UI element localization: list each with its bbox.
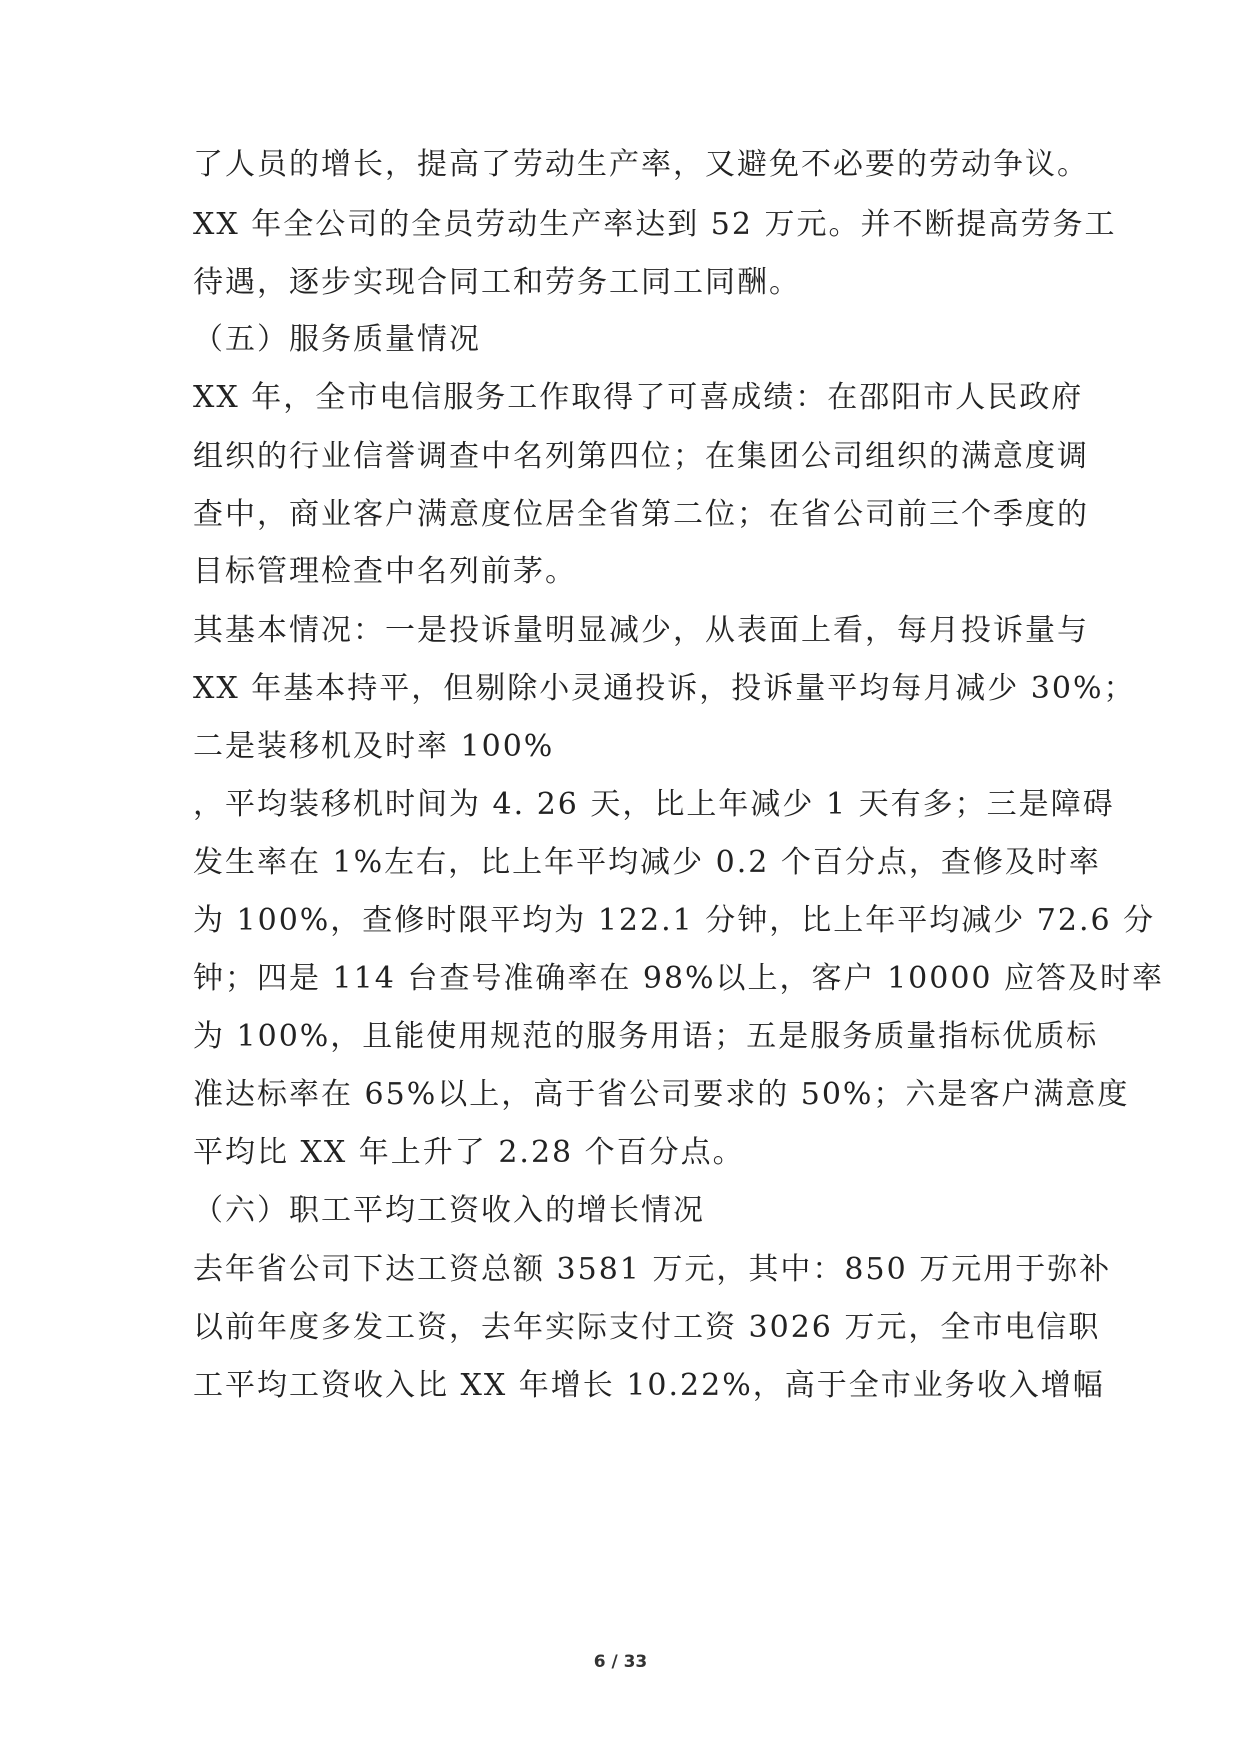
text-line: 工平均工资收入比 XX 年增长 10.22%，高于全市业务收入增幅	[193, 1368, 1105, 1403]
page-number: 6 / 33	[593, 1652, 648, 1672]
text-line: 平均比 XX 年上升了 2.28 个百分点。	[193, 1135, 745, 1170]
text-line: 发生率在 1%左右，比上年平均减少 0.2 个百分点，查修及时率	[193, 845, 1101, 880]
text-line: 其基本情况：一是投诉量明显减少，从表面上看，每月投诉量与	[193, 613, 1089, 648]
section-heading: （六）职工平均工资收入的增长情况	[193, 1193, 705, 1228]
text-line: 组织的行业信誉调查中名列第四位；在集团公司组织的满意度调	[193, 439, 1089, 474]
text-line: 查中，商业客户满意度位居全省第二位；在省公司前三个季度的	[193, 497, 1089, 532]
text-line: 以前年度多发工资，去年实际支付工资 3026 万元，全市电信职	[193, 1310, 1101, 1345]
text-line: ，平均装移机时间为 4. 26 天，比上年减少 1 天有多；三是障碍	[193, 787, 1115, 822]
text-line: 为 100%，查修时限平均为 122.1 分钟，比上年平均减少 72.6 分	[193, 903, 1156, 938]
text-line: 准达标率在 65%以上，高于省公司要求的 50%；六是客户满意度	[193, 1077, 1130, 1112]
text-line: 了人员的增长，提高了劳动生产率，又避免不必要的劳动争议。	[193, 147, 1089, 182]
text-line: 目标管理检查中名列前茅。	[193, 554, 577, 589]
text-line: 为 100%，且能使用规范的服务用语；五是服务质量指标优质标	[193, 1019, 1099, 1054]
text-line: 钟；四是 114 台查号准确率在 98%以上，客户 10000 应答及时率	[193, 961, 1165, 996]
text-line: XX 年，全市电信服务工作取得了可喜成绩：在邵阳市人民政府	[193, 380, 1084, 415]
text-line: XX 年全公司的全员劳动生产率达到 52 万元。并不断提高劳务工	[193, 207, 1117, 242]
text-line: 待遇，逐步实现合同工和劳务工同工同酬。	[193, 265, 801, 300]
text-line: 二是装移机及时率 100%	[193, 729, 555, 764]
text-line: XX 年基本持平，但剔除小灵通投诉，投诉量平均每月减少 30%；	[193, 671, 1136, 706]
text-line: 去年省公司下达工资总额 3581 万元，其中：850 万元用于弥补	[193, 1252, 1112, 1287]
section-heading: （五）服务质量情况	[193, 322, 481, 357]
